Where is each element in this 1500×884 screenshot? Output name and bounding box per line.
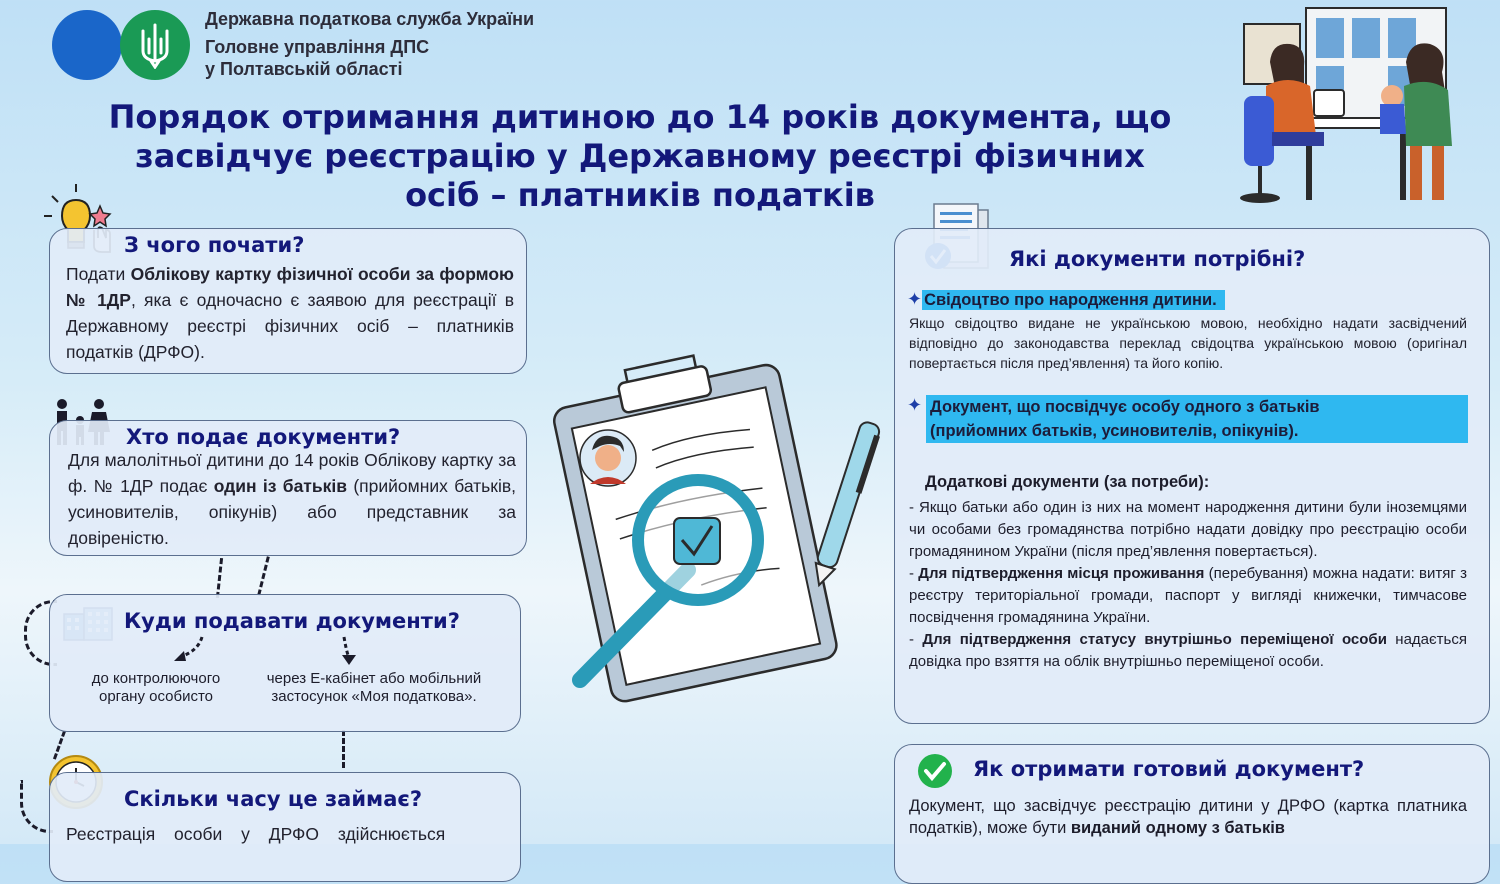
docs-extra2-text: (перебування) можна надати: витяг з реєстру територіальної громади, паспорт у вигляді книжечки, тимчасове посвідчення громадянина України. xyxy=(909,565,1467,626)
agency-name xyxy=(205,8,534,80)
time-heading: Скільки часу це займає? xyxy=(124,787,423,811)
docs-item2-line1: Документ, що посвідчує особу одного з батьків xyxy=(930,398,1320,416)
docs-item2-label xyxy=(926,395,1468,443)
docs-extra3 xyxy=(909,629,1467,673)
docs-extra2 xyxy=(909,563,1467,629)
docs-extra3-dash: - xyxy=(909,631,923,648)
docs-heading: Які документи потрібні? xyxy=(1009,247,1306,271)
start-heading: З чого почати? xyxy=(124,233,305,257)
start-text-bold: Облікову картку фізичної особи за формою № 1ДР xyxy=(66,264,514,310)
who-heading: Хто подає документи? xyxy=(126,425,401,449)
who-text-part1: Для малолітньої дитини до 14 років Облікову картку за ф. № 1ДР подає xyxy=(68,450,516,496)
who-text-part3: (прийомних батьків, усиновителів, опікунів) або представник за довіреністю. xyxy=(68,476,517,548)
agency-line2: Головне управління ДПС xyxy=(205,37,430,57)
receive-text-bold: виданий одному з батьків xyxy=(1070,819,1285,837)
connector-dash xyxy=(342,730,345,768)
who-text-bold: один із батьків xyxy=(213,476,348,496)
docs-item-birth-certificate xyxy=(907,289,1479,310)
arrow-down-icon xyxy=(336,635,360,667)
who-text xyxy=(68,447,516,551)
trident-logo xyxy=(120,10,190,80)
docs-extra1: - Якщо батьки або один із них на момент народження дитини були іноземцями чи особами без громадянства потрібно надати довідку про реєстрацію особи громадянином України (після пред’явлення повертається). xyxy=(909,499,1467,560)
start-text xyxy=(66,261,514,365)
time-card xyxy=(49,772,521,882)
docs-card xyxy=(894,228,1490,724)
docs-item-parent-id xyxy=(907,395,1479,443)
arrow-down-left-icon xyxy=(172,635,206,665)
office-illustration xyxy=(1236,6,1466,210)
connector-dash xyxy=(257,556,270,596)
where-option-personal: до контролюючого органу особисто xyxy=(91,670,221,705)
docs-extra2-bold: Для підтвердження місця проживання xyxy=(918,565,1205,582)
check-circle-icon xyxy=(917,753,953,789)
docs-item1-note: Якщо свідоцтво видане не українською мовою, необхідно надати засвідчений відповідно до законодавства переклад свідоцтва українською мовою (оригінал повертається після пред’явлення) та його копію. xyxy=(909,315,1467,371)
title-line3: осіб – платників податків xyxy=(405,176,875,214)
clipboard-illustration xyxy=(540,350,890,710)
receive-card xyxy=(894,744,1490,884)
where-card xyxy=(49,594,521,732)
trident-icon xyxy=(135,21,175,69)
docs-extra3-text: надається довідка про взяття на облік внутрішньо переміщеної особи. xyxy=(909,631,1467,670)
sparkle-icon: ✦ xyxy=(907,289,923,310)
docs-item2-line2: (прийомних батьків, усиновителів, опікунів). xyxy=(930,422,1299,440)
docs-extra-heading: Додаткові документи (за потреби): xyxy=(925,473,1210,491)
docs-item1-label: Свідоцтво про народження дитини. xyxy=(922,290,1225,310)
logo-blue-circle xyxy=(52,10,122,80)
title-line2: засвідчує реєстрацію у Державному реєстрі фізичних xyxy=(135,137,1145,175)
docs-extra2-dash: - xyxy=(909,565,919,582)
receive-text xyxy=(909,795,1467,839)
agency-line1: Державна податкова служба України xyxy=(205,9,535,29)
start-card xyxy=(49,228,527,374)
docs-extra3-bold: Для підтвердження статусу внутрішньо переміщеної особи xyxy=(922,631,1387,648)
start-text-part3: , яка є одночасно є заявою для реєстрації в Державному реєстрі фізичних осіб – платників податків (ДРФО). xyxy=(66,290,514,362)
where-heading: Куди подавати документи? xyxy=(124,609,460,633)
time-text: Реєстрація особи у ДРФО здійснюється xyxy=(66,824,446,844)
agency-line3: у Полтавській області xyxy=(205,59,403,79)
connector-dash xyxy=(216,558,223,598)
who-card xyxy=(49,420,527,556)
title-line1: Порядок отримання дитиною до 14 років документа, що xyxy=(108,98,1172,136)
page-title xyxy=(40,98,1240,215)
receive-heading: Як отримати готовий документ? xyxy=(973,757,1365,781)
sparkle-icon: ✦ xyxy=(907,395,923,416)
start-text-part1: Подати xyxy=(66,264,131,284)
docs-extra-list xyxy=(909,497,1467,673)
receive-text-part1: Документ, що засвідчує реєстрацію дитини у ДРФО (картка платника податків), може бути xyxy=(909,797,1467,837)
where-option-online: через Е-кабінет або мобільний застосунок «Моя податкова». xyxy=(266,670,482,705)
